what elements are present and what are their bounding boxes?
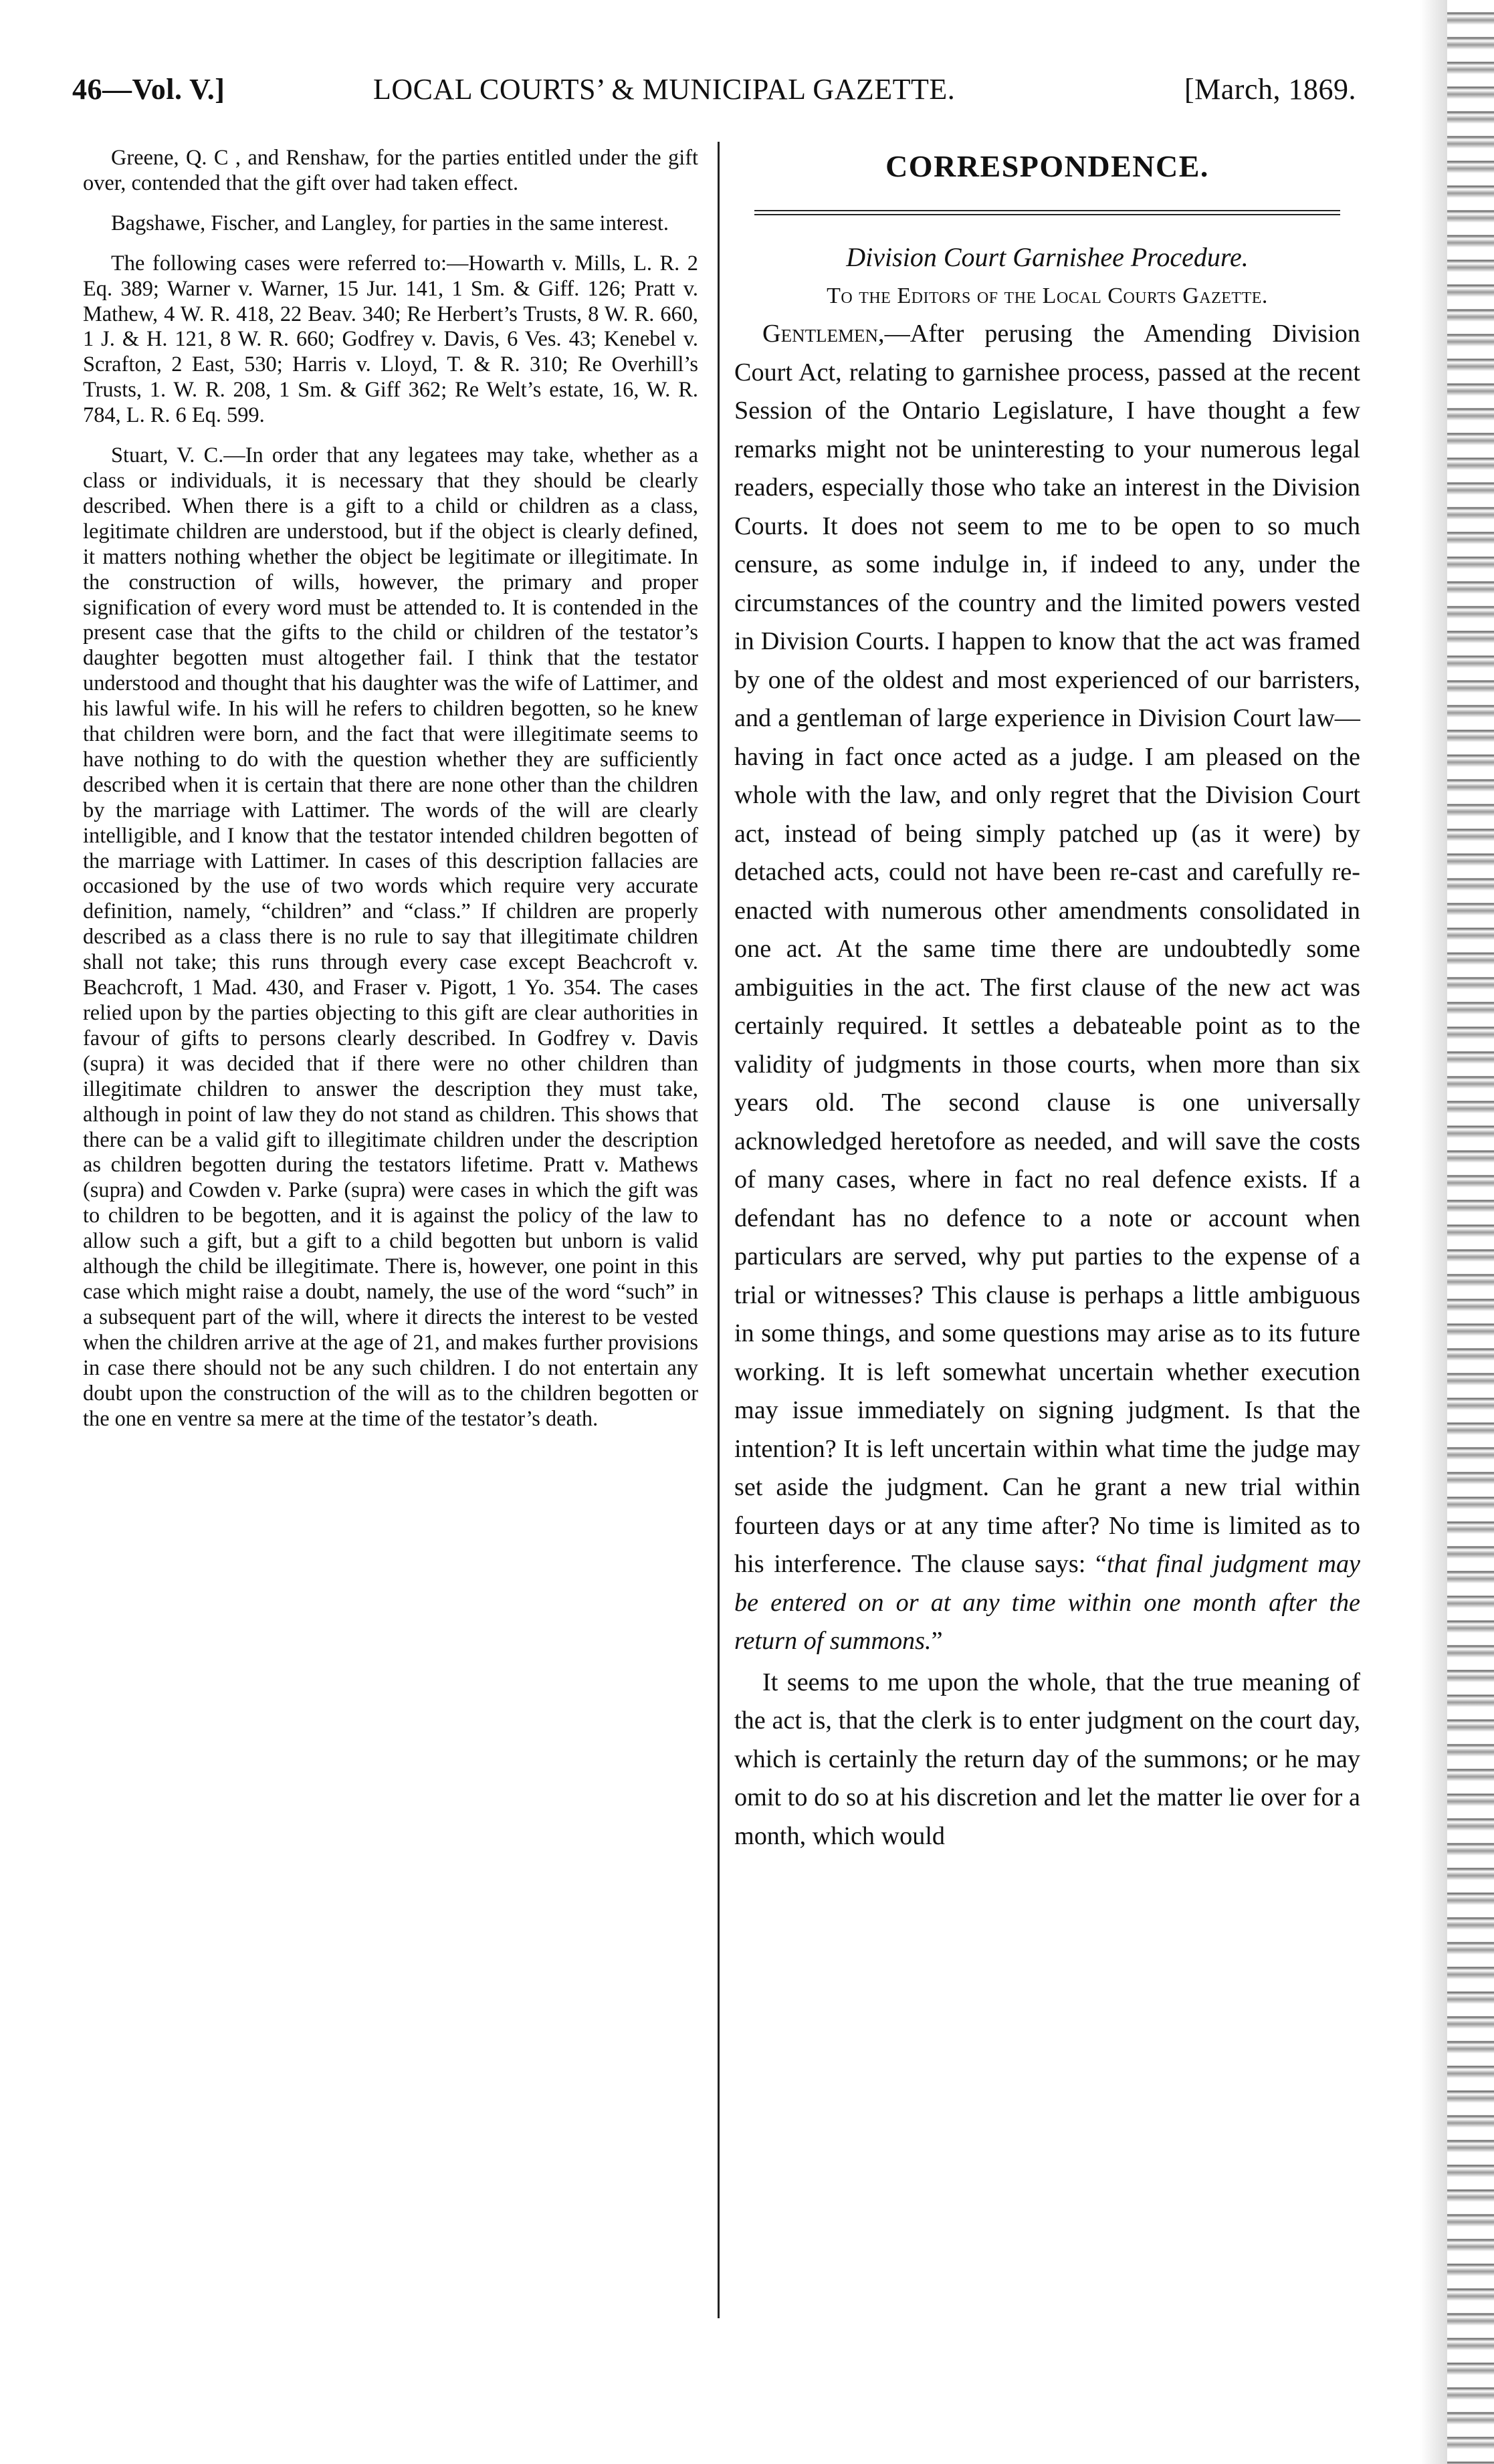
judgment-paragraph: Stuart, V. C.—In order that any legatees may take, whether as a class or individuals, it is necessary that they should be clearly described. When there is a gift to a child or children as a class, legitimate children are understood, but if the object is clearly defined, it matters nothing whether the object be legitimate or illegitimate. In the construction of wills, however, the primary and proper signification of every word must be attended to. It is contended in the present case that the gifts to the child or children of the testator’s daughter begotten must altogether fail. I think that the testator understood and thought that his daughter was the wife of Lattimer, and his lawful wife. In his will he refers to children begotten, so he knew that children were born, and the fact that were illegitimate seems to have nothing to do with the question whether they are sufficiently described when it is certain that there are none other than the children by the marriage with Lattimer. The words of the will are clearly intelligible, and I know that the testator intended children begotten of the marriage with Lattimer. In cases of this description fallacies are occasioned by the use of two words which require very accurate definition, namely, “children” and “class.” If children are properly described as a class there is no rule to say that illegitimate children shall not take; this runs through every case except Beachcroft v. Beachcroft, 1 Mad. 430, and Fraser v. Pigott, 1 Yo. 354. The cases relied upon by the parties objecting to this gift are clear authorities in favour of gifts to persons clearly described. In Godfrey v. Davis (supra) it was decided that if there were no other children than illegitimate children to answer the description they must take, although in point of law they do not stand as children. This shows that there can be a valid gift to illegitimate children under the description as children begotten during the testators lifetime. Pratt v. Mathews (supra) and Cowden v. Parke (supra) were cases in which the gift was to children to be begotten, and it is against the policy of the law to allow such a gift, but a gift to a child begotten but unborn is valid although the child be illegitimate. There is, however, one point in this case which might raise a doubt, namely, the use of the word “such” in a subsequent part of the will, where it directs the interest to be vested when the children arrive at the age of 21, and makes further provisions in case there should not be any such children. I do not entertain any doubt upon the construction of the will as to the children begotten or the one en ventre sa mere at the time of the testator’s death. bbox=[83, 443, 698, 1431]
counsel-paragraph: Greene, Q. C , and Renshaw, for the parties entitled under the gift over, contended that the gift over had taken effect. bbox=[83, 146, 698, 195]
correspondence-heading: CORRESPONDENCE. bbox=[885, 149, 1209, 183]
quote-close: ” bbox=[931, 1627, 943, 1655]
right-column bbox=[734, 146, 1360, 1856]
column-divider bbox=[718, 142, 720, 2318]
scan-edge bbox=[1447, 0, 1494, 2464]
letter-addressee: To the Editors of the Local Courts Gazette. bbox=[827, 283, 1268, 308]
page-edge-shadow bbox=[1420, 0, 1447, 2464]
left-column bbox=[83, 146, 698, 1432]
letter-title: Division Court Garnishee Procedure. bbox=[846, 242, 1249, 272]
letter-paragraph-2: It seems to me upon the whole, that the true meaning of the act is, that the clerk is to enter judgment on the court day, which is certainly the return day of the summons; or he may omit to do so at his discretion and let the matter lie over for a month, which would bbox=[734, 1668, 1360, 1850]
letter-paragraph-1-text: —After perusing the Amending Division Court Act, relating to garnishee process, passed at the recent Session of the Ontario Legislature, I have thought a few remarks might not be uninteresting to your numerous legal readers, especially those who take an interest in the Division Courts. It does not seem to me to be open to so much censure, as some indulge in, if indeed to any, under the circumstances of the country and the limited powers vested in Division Courts. I happen to know that the act was framed by one of the oldest and most experienced of our barristers, and a gentleman of large experience in Division Court law—having in fact once acted as a judge. I am pleased on the whole with the law, and only regret that the Division Court act, instead of being simply patched up (as it were) by detached acts, could not have been re-cast and carefully re-enacted with numerous other amendments consolidated in one act. At the same time there are undoubtedly some ambiguities in the act. The first clause of the new act was certainly required. It settles a debateable point as to the validity of judgments in those courts, when more than six years old. The second clause is one universally acknowledged heretofore as needed, and will save the costs of many cases, where in fact no real defence exists. If a defendant has no defence to a note or account when particulars are served, why put parties to the expense of a trial or witnesses? This clause is perhaps a little ambiguous in some things, and some questions may arise as to its future working. It is left somewhat uncertain whether execution may issue immediately on signing judgment. Is that the intention? It is left uncertain within what time the judge may set aside the judgment. Can he grant a new trial within fourteen days or at any time after? No time is limited as to his interference. The clause says: “ bbox=[734, 320, 1360, 1578]
publication-title: LOCAL COURTS’ & MUNICIPAL GAZETTE. bbox=[373, 73, 956, 106]
salutation: Gentlemen, bbox=[762, 320, 885, 348]
quoted-clause: that final judgment may be entered on or at any time within one month after the return of summons. bbox=[734, 1550, 1360, 1655]
page-header bbox=[72, 72, 1356, 119]
page-volume: 46—Vol. V.] bbox=[72, 73, 225, 106]
heading-rule bbox=[754, 210, 1340, 215]
issue-date: [March, 1869. bbox=[1184, 73, 1356, 106]
cases-cited-paragraph: The following cases were referred to:—Howarth v. Mills, L. R. 2 Eq. 389; Warner v. Warner, 15 Jur. 141, 1 Sm. & Giff. 126; Pratt v. Mathew, 4 W. R. 418, 22 Beav. 340; Re Herbert’s Trusts, 8 W. R. 660, 1 J. & H. 121, 8 W. R. 660; Godfrey v. Davis, 6 Ves. 43; Kenebel v. Scrafton, 2 East, 530; Harris v. Lloyd, T. & R. 310; Re Overhill’s Trusts, 1. W. R. 208, 1 Sm. & Giff 362; Re Welt’s estate, 16, W. R. 784, L. R. 6 Eq. 599. bbox=[83, 251, 698, 428]
counsel-paragraph-2: Bagshawe, Fischer, and Langley, for parties in the same interest. bbox=[111, 211, 669, 235]
letter-paragraph-1 bbox=[734, 315, 1360, 1661]
